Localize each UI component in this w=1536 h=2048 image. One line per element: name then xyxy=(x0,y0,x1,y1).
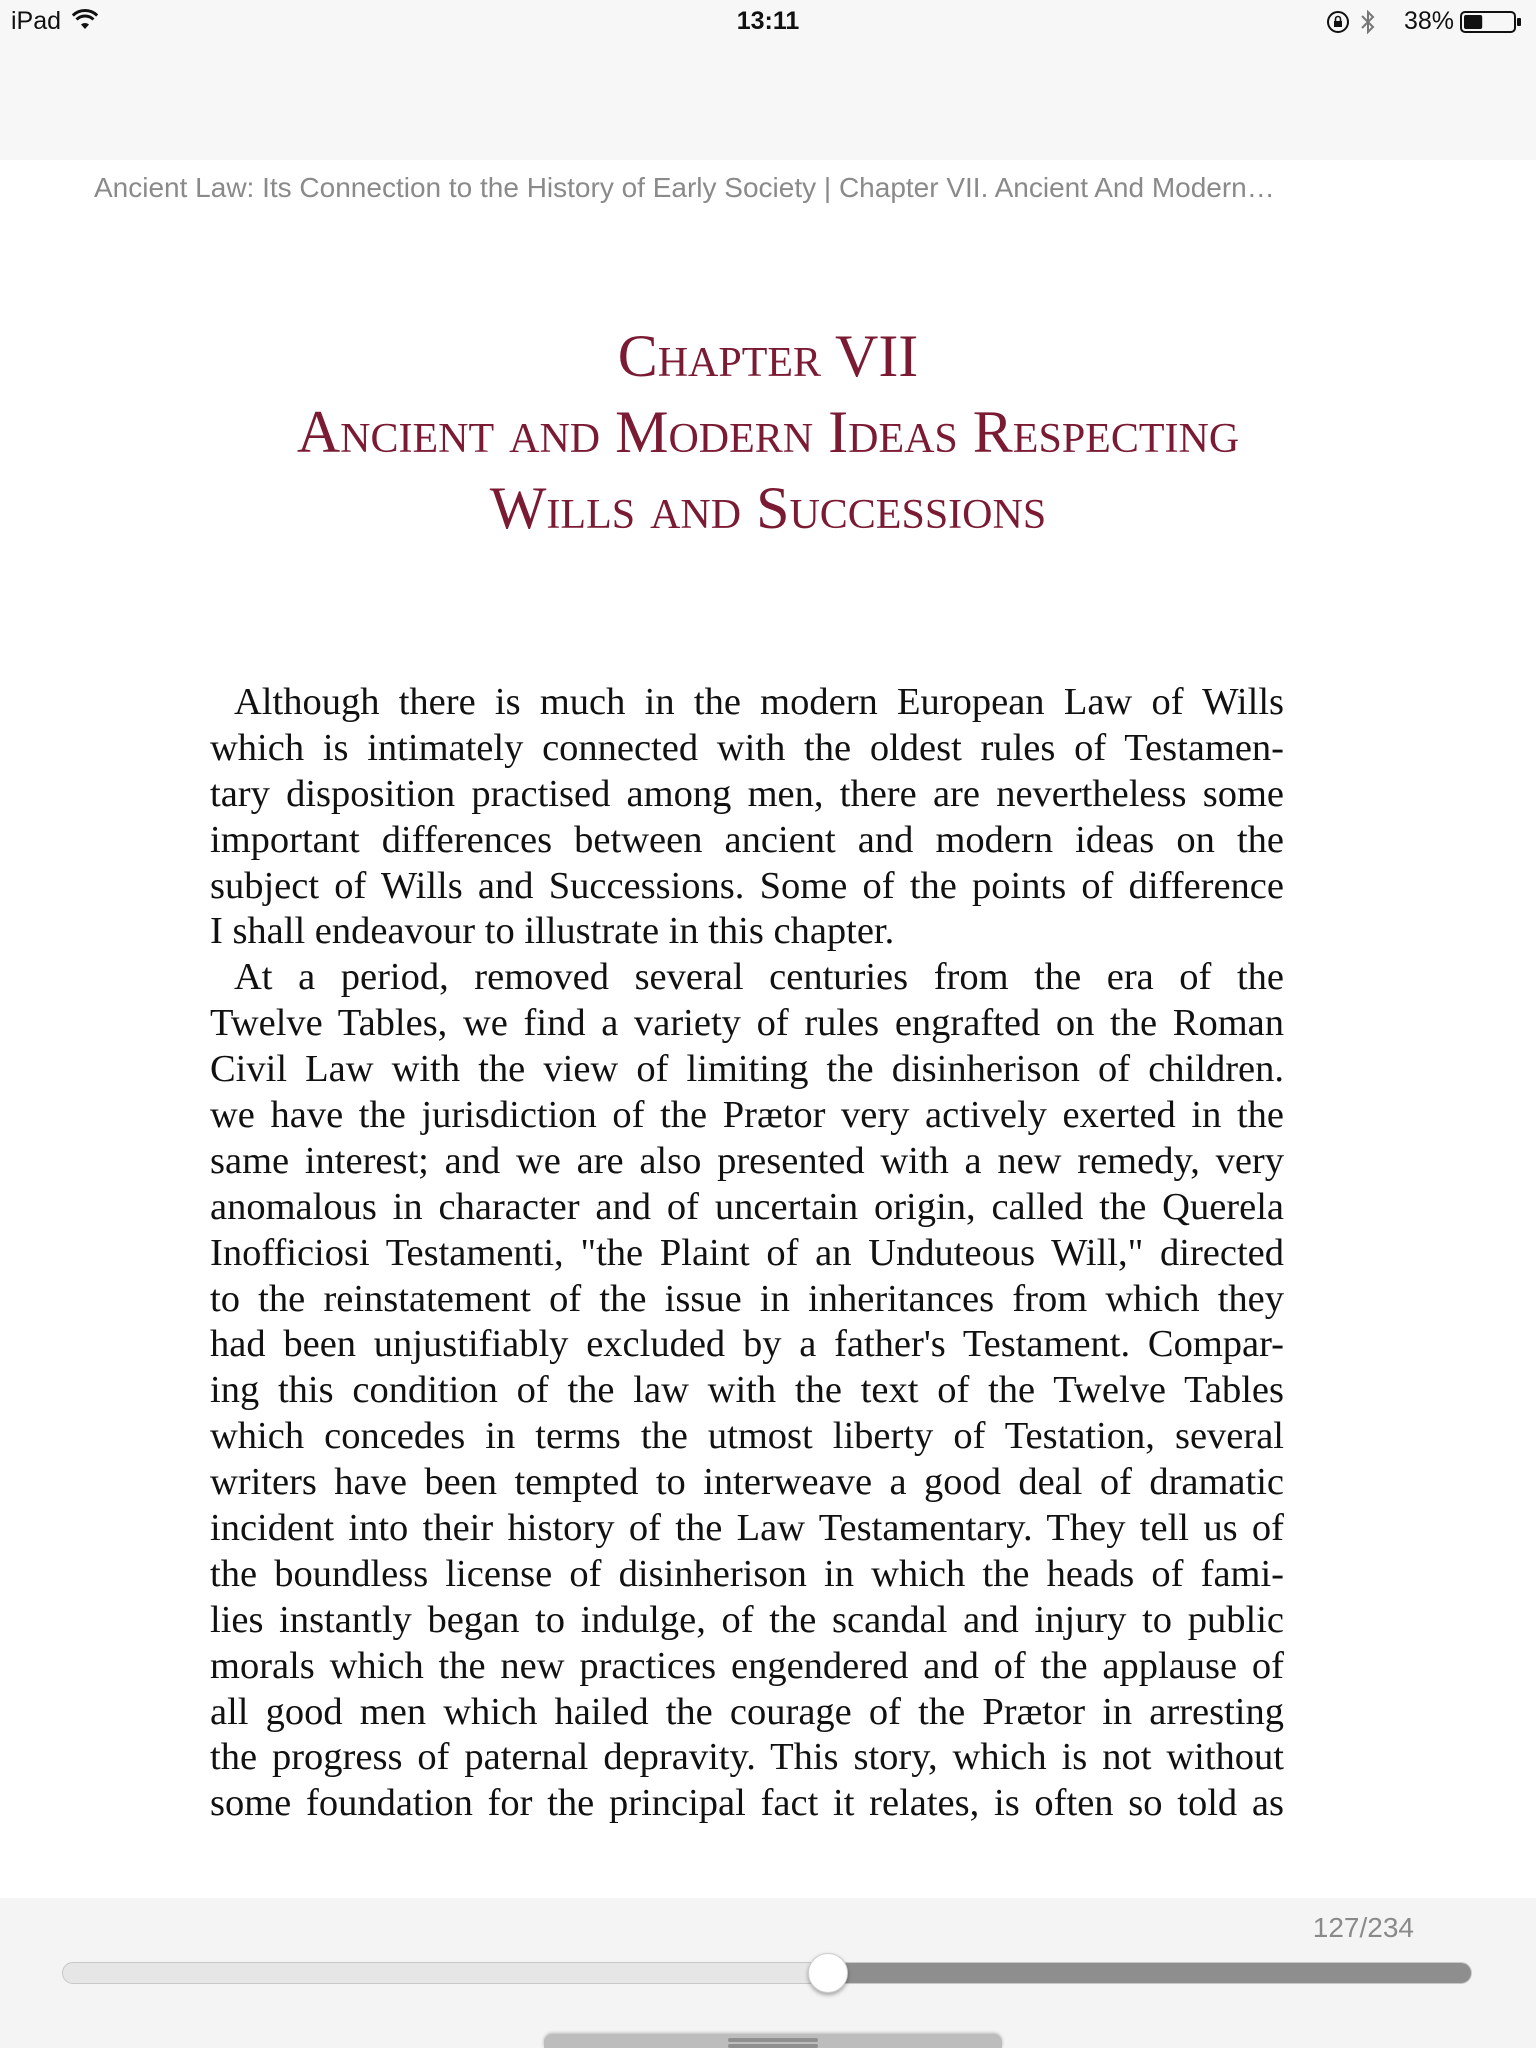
chapter-title-line-2: Wills and Successions xyxy=(489,475,1047,541)
text-line: Civil Law with the view of limiting the disinherison of children. xyxy=(210,1048,1284,1091)
text-line: the boundless license of disinherison in which the heads of fami- xyxy=(210,1552,1284,1595)
text-line: Inofficiosi Testamenti, "the Plaint of an Unduteous Will," directed xyxy=(210,1231,1284,1274)
text-line: At a period, removed several centuries from the era of the xyxy=(234,956,1284,999)
top-toolbar[interactable] xyxy=(0,42,1536,160)
text-line: lies instantly began to indulge, of the scandal and injury to public xyxy=(210,1598,1284,1641)
device-label: iPad xyxy=(11,7,62,35)
chapter-number: Chapter VII xyxy=(617,323,919,389)
grip-icon xyxy=(728,2038,818,2042)
page-indicator: 127/234 xyxy=(1312,1912,1414,1943)
scrubber-unread-portion xyxy=(827,1963,1471,1983)
text-line: some foundation for the principal fact it relates, is often so told as xyxy=(210,1782,1284,1825)
rotation-lock-icon xyxy=(1326,10,1350,34)
text-line: important differences between ancient and modern ideas on the xyxy=(210,818,1284,861)
book-body xyxy=(210,680,1284,1827)
text-line: had been unjustifiably excluded by a father's Testament. Compar- xyxy=(210,1323,1284,1366)
status-right xyxy=(1304,7,1524,35)
text-line: all good men which hailed the courage of the Prætor in arresting xyxy=(210,1690,1284,1733)
text-line: the progress of paternal depravity. This story, which is not without xyxy=(210,1736,1284,1779)
text-line: to the reinstatement of the issue in inheritances from which they xyxy=(210,1277,1284,1320)
bluetooth-icon xyxy=(1358,9,1378,35)
battery-icon xyxy=(1460,11,1522,33)
page-scrubber[interactable] xyxy=(62,1962,1472,1984)
paragraph-1 xyxy=(210,680,1284,955)
scrubber-thumb[interactable] xyxy=(808,1953,848,1993)
text-line: which is intimately connected with the oldest rules of Testamen- xyxy=(210,726,1284,769)
text-line: same interest; and we are also presented with a new remedy, very xyxy=(210,1139,1284,1182)
text-line: anomalous in character and of uncertain origin, called the Querela xyxy=(210,1185,1284,1228)
text-line: morals which the new practices engendered and of the applause of xyxy=(210,1644,1284,1687)
bottom-bar xyxy=(0,1898,1536,2048)
chapter-heading xyxy=(0,318,1536,546)
drawer-handle[interactable] xyxy=(544,2034,1002,2048)
paragraph-2 xyxy=(210,955,1284,1827)
text-line: ing this condition of the law with the text of the Twelve Tables xyxy=(210,1369,1284,1412)
text-line: subject of Wills and Successions. Some of the points of difference xyxy=(210,864,1284,907)
status-bar xyxy=(0,0,1536,42)
text-line: Although there is much in the modern European Law of Wills xyxy=(234,681,1284,723)
text-line: we have the jurisdiction of the Prætor very actively exerted in the xyxy=(210,1094,1284,1137)
text-line: incident into their history of the Law Testamentary. They tell us of xyxy=(210,1507,1284,1550)
chapter-title-line-1: Ancient and Modern Ideas Respecting xyxy=(296,399,1240,465)
text-line: which concedes in terms the utmost liberty of Testation, several xyxy=(210,1415,1284,1458)
battery-percent: 38% xyxy=(1403,7,1454,35)
text-line: I shall endeavour to illustrate in this chapter. xyxy=(210,910,895,953)
grip-icon xyxy=(728,2044,818,2048)
text-line: Twelve Tables, we find a variety of rules engrafted on the Roman xyxy=(210,1002,1284,1045)
text-line: tary disposition practised among men, there are nevertheless some xyxy=(210,772,1284,815)
text-line: writers have been tempted to interweave a good deal of dramatic xyxy=(210,1461,1284,1504)
clock: 13:11 xyxy=(736,7,800,35)
running-head: Ancient Law: Its Connection to the History of Early Society | Chapter VII. Ancient And Modern… xyxy=(94,172,1275,203)
